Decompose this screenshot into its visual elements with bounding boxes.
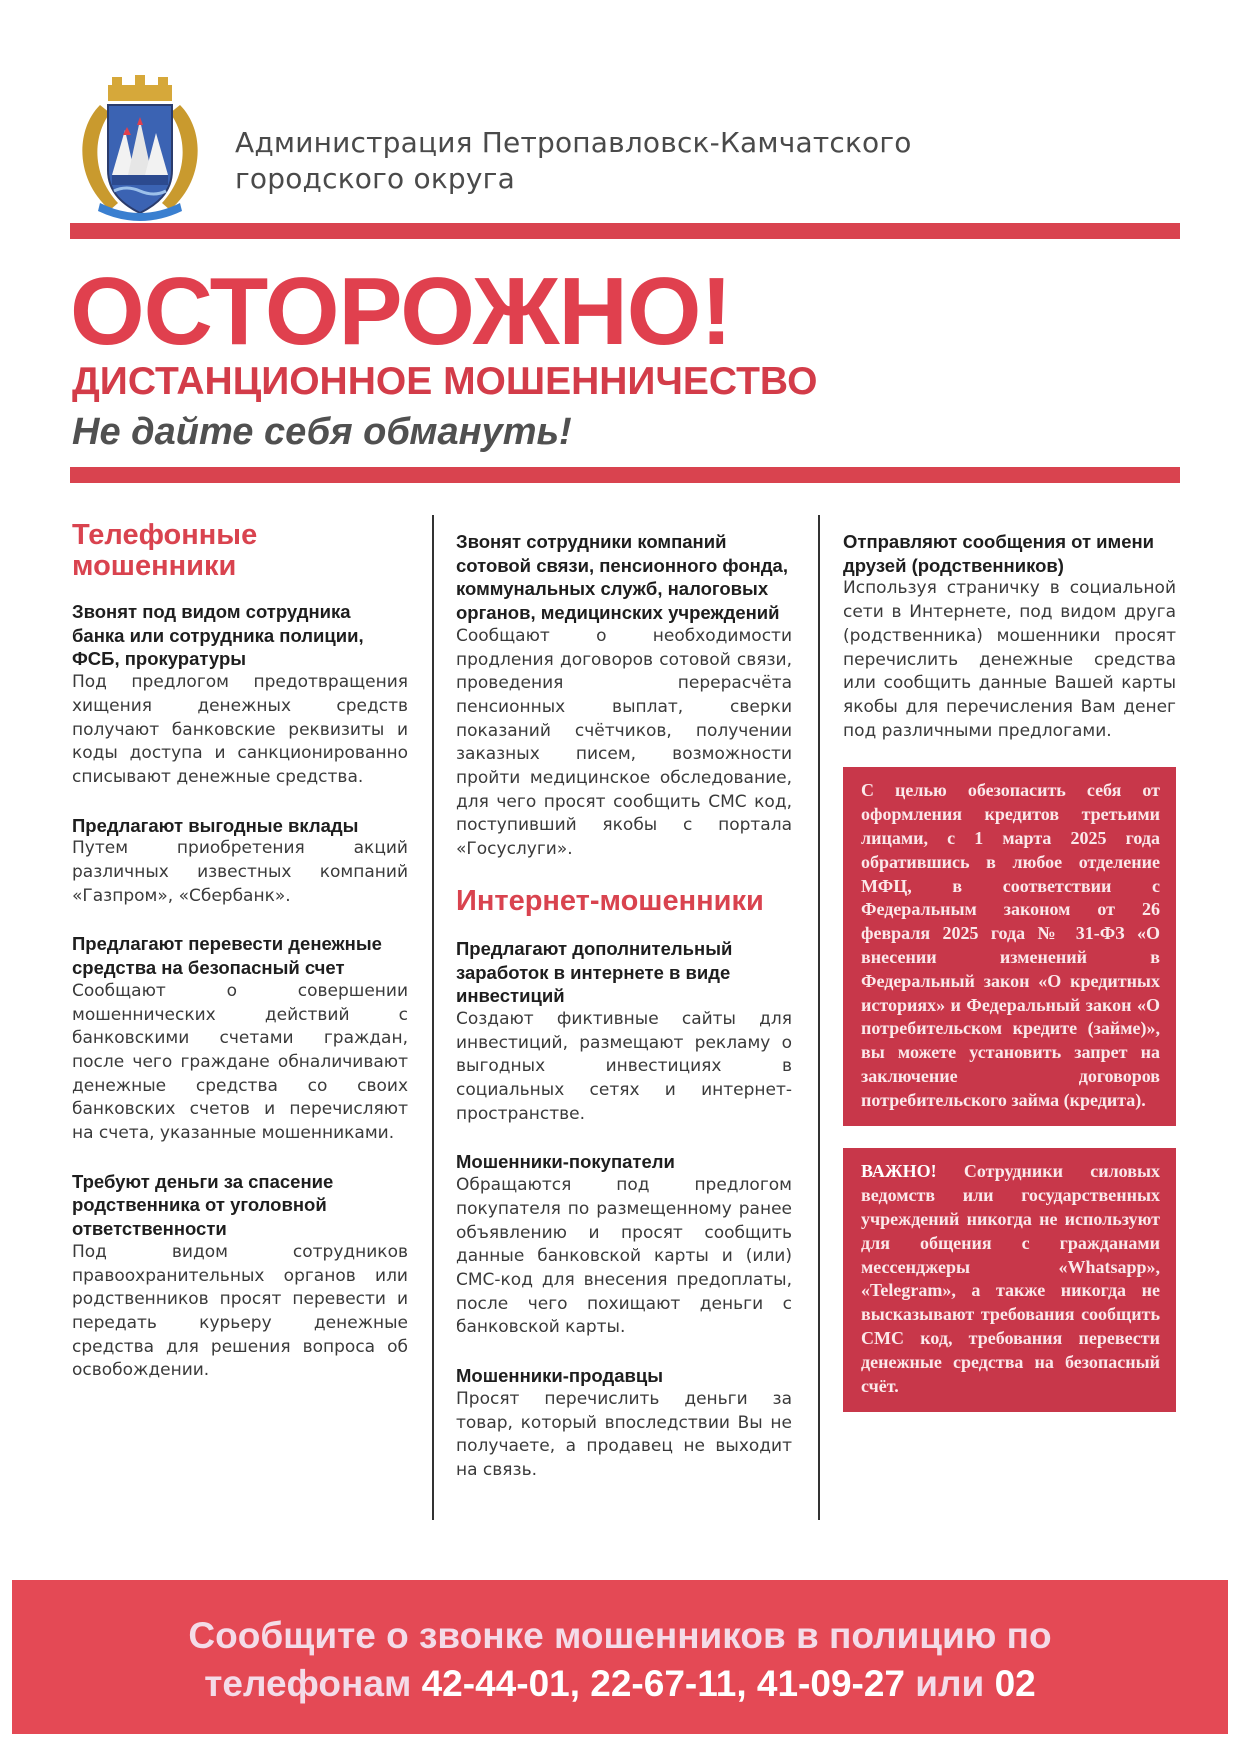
list-item: [843, 530, 1176, 743]
list-item: [72, 600, 408, 790]
column-phone-fraud: [72, 520, 408, 1407]
page-header: [70, 60, 1180, 220]
item-title: Требуют деньги за спасение родственника от уголовной ответственности: [72, 1170, 334, 1240]
item-text: Обращаются под предлогом покупателя по размещенному ранее объявлению и просят сообщить данные банковской карты и (или) СМС-код для внесения предоплаты, после чего похищают деньги с банковской карты.: [456, 1175, 792, 1338]
important-notice: [843, 1148, 1176, 1412]
top-divider-bar: [70, 223, 1180, 239]
item-text: Под видом сотрудников правоохранительных органов или родственников просят перевести и передать курьеру денежные средства для решения вопроса об освобождении.: [72, 1241, 408, 1381]
item-title: Предлагают выгодные вклады: [72, 814, 359, 836]
important-label: ВАЖНО!: [861, 1161, 937, 1182]
item-title: Предлагают дополнительный заработок в интернете в виде инвестиций: [456, 937, 733, 1007]
police-phone-numbers: 42-44-01, 22-67-11, 41-09-27: [421, 1663, 906, 1704]
headline: ОСТОРОЖНО!: [70, 258, 732, 365]
slogan: Не дайте себя обмануть!: [72, 411, 572, 453]
police-contact-banner: [12, 1580, 1228, 1734]
phones-prefix: телефонам: [204, 1663, 422, 1704]
item-title: Мошенники-продавцы: [456, 1365, 664, 1387]
administration-title: [235, 125, 912, 197]
administration-title-line2: городского округа: [235, 162, 515, 195]
column-divider: [432, 515, 434, 1520]
item-title: Предлагают перевести денежные средства на безопасный счет: [72, 933, 382, 979]
column-messages: [843, 530, 1176, 1412]
item-title: Отправляют сообщения от имени друзей (родственников): [843, 531, 1155, 576]
item-title: Звонят сотрудники компаний сотовой связи, пенсионного фонда, коммунальных служб, налоговых органов, медицинских учреждений: [456, 531, 788, 624]
administration-title-line1: Администрация Петропавловск-Камчатского: [235, 126, 912, 159]
column-internet-fraud: [456, 530, 792, 1507]
list-item: [72, 814, 408, 909]
city-coat-of-arms-icon: [70, 75, 210, 225]
list-item: [456, 937, 792, 1127]
item-text: Под предлогом предотвращения хищения денежных средств получают банковские реквизиты и коды доступа и санкционированно списывают денежные средства.: [72, 672, 408, 787]
section-title-internet-fraud: Интернет-мошенники: [456, 884, 764, 917]
item-title: Звонят под видом сотрудника банка или сотрудника полиции, ФСБ, прокуратуры: [72, 601, 364, 670]
list-item: [456, 1150, 792, 1340]
subheadline: ДИСТАНЦИОННОЕ МОШЕННИЧЕСТВО: [72, 360, 818, 403]
item-text: Путем приобретения акций различных известных компаний «Газпром», «Сбербанк».: [72, 838, 408, 906]
police-contact-text: [12, 1612, 1228, 1708]
list-item: [72, 932, 408, 1145]
section-title-phone-fraud: Телефонные мошенники: [72, 519, 258, 582]
column-divider: [818, 515, 820, 1520]
item-text: Просят перечислить деньги за товар, который впоследствии Вы не получаете, а продавец не выходит на связь.: [456, 1388, 792, 1480]
item-text: Сообщают о совершении мошеннических действий с банковскими счетами граждан, после чего граждане обналичивают денежные средства со своих банковских счетов и перечисляют на счета, указанные мошенниками.: [72, 980, 408, 1144]
item-text: Сообщают о необходимости продления договоров сотовой связи, проведения перерасчёта пенсионных выплат, сверки показаний счётчиков, получении заказных писем, возможности пройти медицинское обследование, для чего просят сообщить СМС код, поступивший якобы с портала «Госуслуги».: [456, 625, 792, 860]
police-contact-line2: [12, 1660, 1228, 1708]
important-text: Сотрудники силовых ведомств или государственных учреждений никогда не используют для общения с гражданами мессенджеры «Whatsapp», «Telegram», а также никогда не высказывают требования сообщить СМС код, требования перевести денежные средства на безопасный счёт.: [861, 1161, 1160, 1396]
phones-or: или: [905, 1663, 995, 1704]
list-item: [72, 1170, 408, 1383]
list-item: [456, 1364, 792, 1483]
police-contact-line1: Сообщите о звонке мошенников в полицию по: [188, 1615, 1052, 1656]
bottom-divider-bar: [70, 467, 1180, 483]
item-text: Создают фиктивные сайты для инвестиций, размещают рекламу о выгодных инвестициях в социальных сетях и интернет-пространстве.: [456, 1008, 792, 1124]
emergency-phone-number: 02: [994, 1663, 1036, 1704]
item-title: Мошенники-покупатели: [456, 1151, 675, 1173]
credit-ban-notice: С целью обезопасить себя от оформления кредитов третьими лицами, с 1 марта 2025 года обратившись в любое отделение МФЦ, в соответствии с Федеральным законом от 26 февраля 2025 года № 31-ФЗ «О внесении изменений в Федеральный закон «О кредитных историях» и Федеральный закон «О потребительском кредите (займе)», вы можете установить запрет на заключение договоров потребительского займа (кредита).: [843, 767, 1176, 1126]
list-item: [456, 530, 792, 862]
item-text: Используя страничку в социальной сети в Интернете, под видом друга (родственника) мошенники просят перечислить денежные средства или сообщить данные Вашей карты якобы для перечисления Вам денег под различными предлогами.: [843, 578, 1176, 741]
